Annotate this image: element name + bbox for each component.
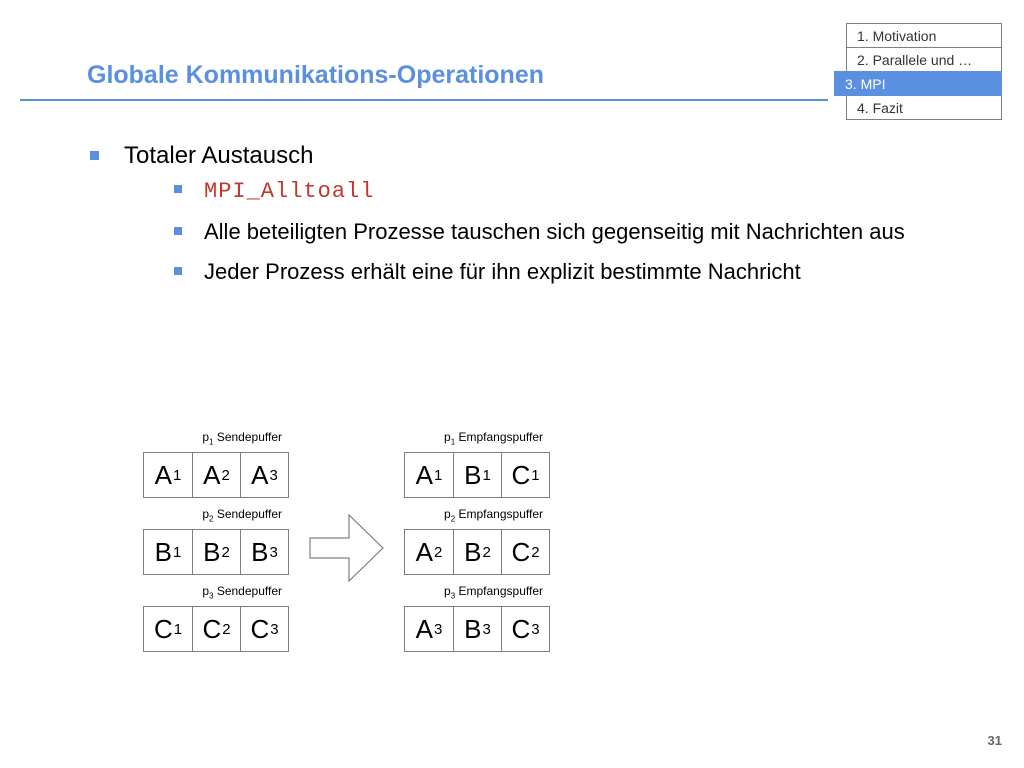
slide-title: Globale Kommunikations-Operationen <box>87 61 544 89</box>
cell-letter: A <box>415 613 433 644</box>
cell-index: 2 <box>222 620 231 638</box>
cell-index: 1 <box>482 466 491 484</box>
recv-buffer <box>404 606 550 652</box>
buffer-cell <box>192 530 240 574</box>
cell-index: 2 <box>221 543 230 561</box>
nav-item-mpi[interactable]: 3. MPI <box>834 71 1002 96</box>
process-name: p <box>202 430 210 444</box>
cell-index: 3 <box>482 620 491 638</box>
recv-buffer-label <box>444 507 543 523</box>
buffer-cell <box>192 453 240 497</box>
cell-letter: C <box>202 613 222 644</box>
buffer-cell <box>453 607 501 651</box>
sub-bullet-item <box>174 258 905 286</box>
buffer-cell <box>240 530 288 574</box>
bullet-list <box>90 140 905 298</box>
buffer-cell <box>405 607 453 651</box>
recv-buffer-label <box>444 430 543 446</box>
sub-bullet-list <box>124 176 905 286</box>
cell-letter: C <box>250 613 270 644</box>
process-name: p <box>444 430 451 444</box>
process-name: p <box>444 584 451 598</box>
send-buffer <box>143 529 289 575</box>
send-buffer-label <box>202 507 282 523</box>
process-index: 1 <box>209 437 214 447</box>
cell-index: 1 <box>173 543 182 561</box>
buffer-cell <box>453 453 501 497</box>
recv-buffer <box>404 452 550 498</box>
buffer-cell <box>405 453 453 497</box>
cell-index: 2 <box>221 466 230 484</box>
process-name: p <box>444 507 451 521</box>
cell-index: 1 <box>173 620 183 638</box>
sub-bullet-text: Alle beteiligten Prozesse tauschen sich gegenseitig mit Nachrichten aus <box>204 219 905 244</box>
cell-letter: B <box>464 536 482 567</box>
sub-bullet-text: Jeder Prozess erhält eine für ihn explizit bestimmte Nachricht <box>204 259 801 284</box>
recv-buffer <box>404 529 550 575</box>
buffer-type: Sendepuffer <box>216 507 282 521</box>
buffer-type: Empfangspuffer <box>458 507 543 521</box>
buffer-type: Sendepuffer <box>216 584 282 598</box>
cell-letter: A <box>154 459 172 490</box>
sub-bullet-item <box>174 218 905 246</box>
cell-index: 2 <box>434 543 443 561</box>
cell-index: 3 <box>531 620 540 638</box>
cell-index: 3 <box>269 543 278 561</box>
buffer-cell <box>144 530 192 574</box>
buffer-cell <box>144 453 192 497</box>
process-index: 1 <box>450 437 456 447</box>
nav-item-parallele[interactable]: 2. Parallele und … <box>846 47 1002 72</box>
process-index: 3 <box>209 591 214 601</box>
buffer-cell <box>405 530 453 574</box>
cell-letter: A <box>415 459 433 490</box>
code-function-name: MPI_Alltoall <box>204 179 375 204</box>
buffer-cell <box>501 607 549 651</box>
cell-letter: C <box>511 536 531 567</box>
cell-index: 3 <box>270 620 279 638</box>
bullet-square-icon <box>174 227 182 235</box>
send-buffer <box>143 606 289 652</box>
cell-index: 1 <box>531 466 540 484</box>
sub-bullet-item <box>174 176 905 206</box>
bullet-text: Totaler Austausch <box>124 142 314 169</box>
cell-letter: A <box>203 459 221 490</box>
page-number: 31 <box>987 733 1002 748</box>
cell-letter: C <box>153 613 173 644</box>
process-name: p <box>202 584 210 598</box>
bullet-square-icon <box>90 151 99 160</box>
buffer-cell <box>501 453 549 497</box>
send-buffer <box>143 452 289 498</box>
send-buffer-label <box>202 584 282 600</box>
nav-item-motivation[interactable]: 1. Motivation <box>846 23 1002 48</box>
cell-index: 1 <box>434 466 443 484</box>
nav-item-fazit[interactable]: 4. Fazit <box>846 95 1002 120</box>
bullet-item-main <box>90 140 905 286</box>
buffer-type: Empfangspuffer <box>458 584 543 598</box>
buffer-cell <box>192 607 240 651</box>
cell-index: 3 <box>269 466 278 484</box>
cell-index: 2 <box>531 543 540 561</box>
cell-letter: B <box>464 459 482 490</box>
buffer-cell <box>453 530 501 574</box>
section-navigation <box>846 23 1002 120</box>
arrow-right-icon <box>309 514 385 582</box>
buffer-type: Sendepuffer <box>216 430 282 444</box>
cell-index: 3 <box>434 620 443 638</box>
cell-letter: A <box>251 459 269 490</box>
cell-index: 2 <box>482 543 491 561</box>
buffer-cell <box>240 607 288 651</box>
cell-index: 1 <box>173 466 182 484</box>
process-name: p <box>202 507 210 521</box>
buffer-cell <box>240 453 288 497</box>
send-buffer-label <box>202 430 282 446</box>
cell-letter: B <box>154 536 172 567</box>
recv-buffer-label <box>444 584 543 600</box>
bullet-square-icon <box>174 267 182 275</box>
buffer-type: Empfangspuffer <box>458 430 543 444</box>
cell-letter: A <box>415 536 433 567</box>
title-underline <box>20 99 828 101</box>
cell-letter: C <box>511 459 531 490</box>
process-index: 2 <box>209 514 214 524</box>
cell-letter: C <box>511 613 531 644</box>
cell-letter: B <box>251 536 269 567</box>
cell-letter: B <box>203 536 221 567</box>
process-index: 3 <box>450 591 456 601</box>
cell-letter: B <box>464 613 482 644</box>
bullet-square-icon <box>174 185 182 193</box>
process-index: 2 <box>450 514 456 524</box>
buffer-cell <box>501 530 549 574</box>
buffer-cell <box>144 607 192 651</box>
